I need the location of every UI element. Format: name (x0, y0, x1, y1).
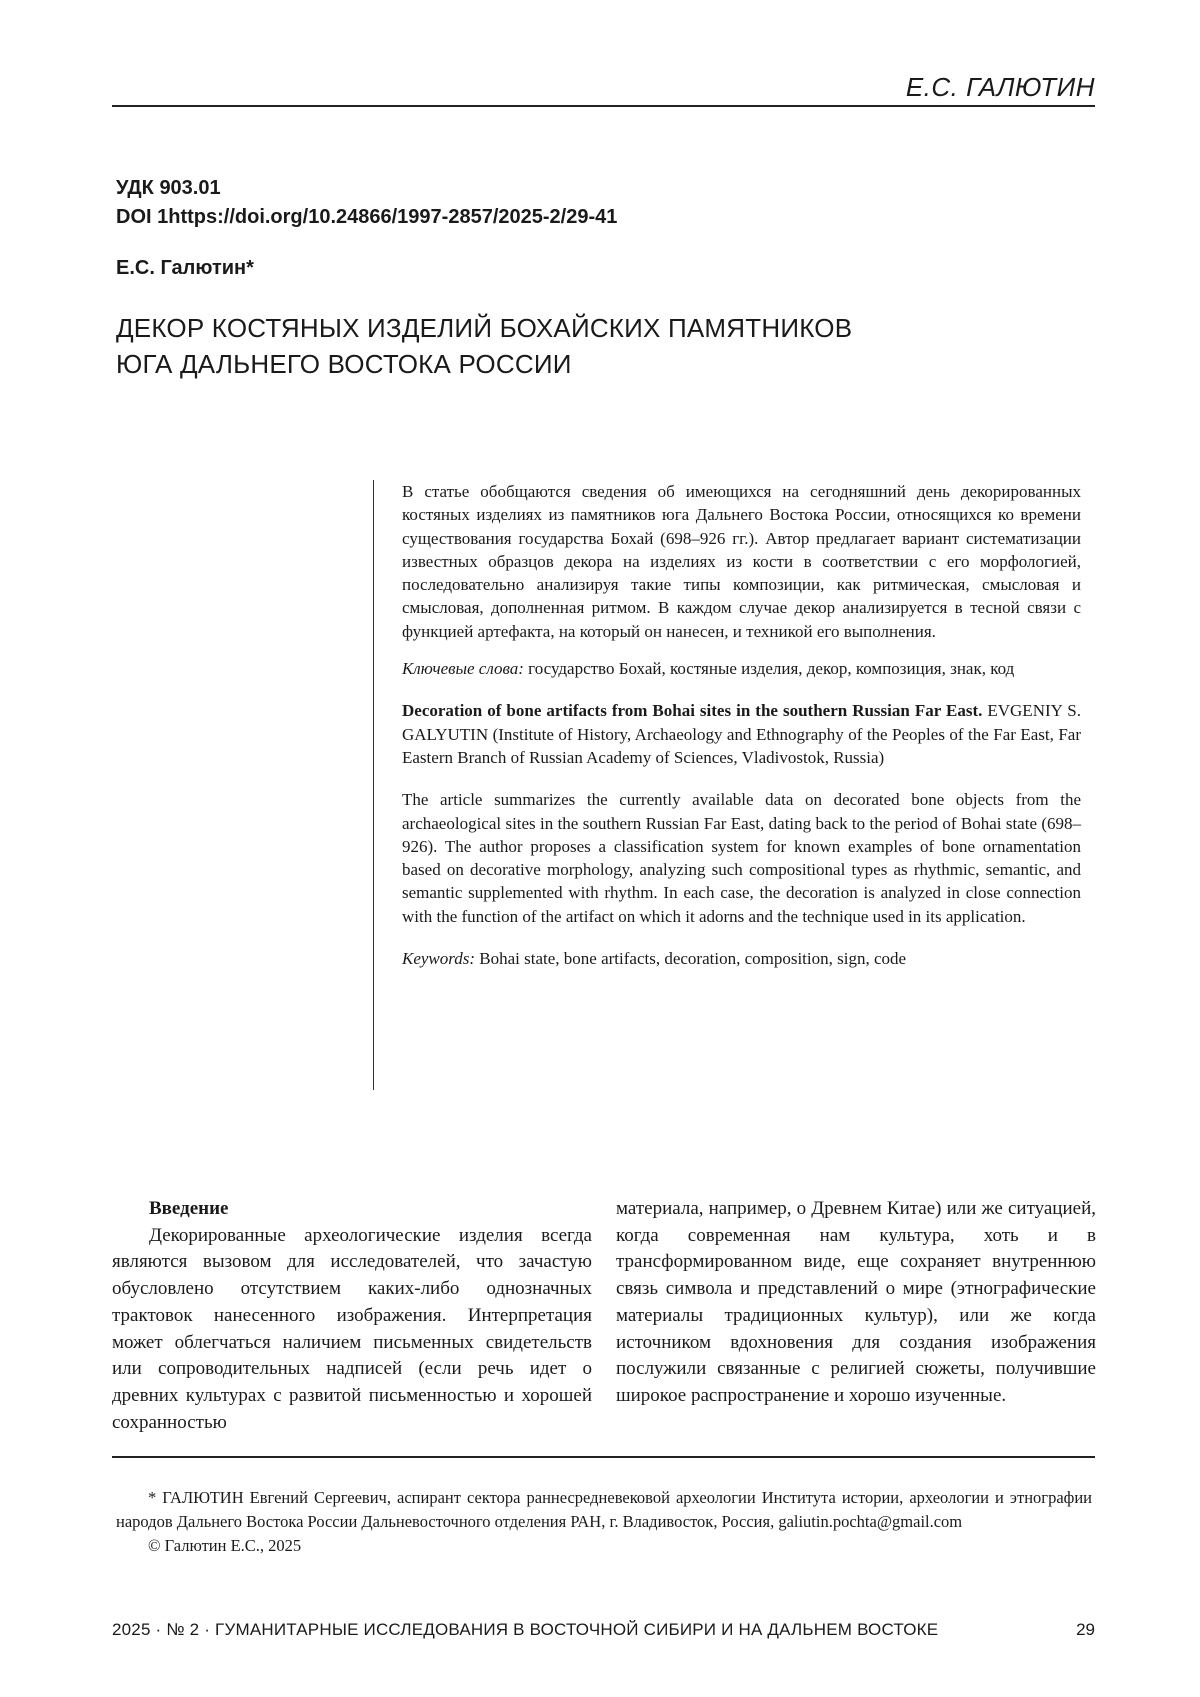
identifiers (116, 174, 617, 232)
title-line-2: ЮГА ДАЛЬНЕГО ВОСТОКА РОССИИ (116, 349, 572, 379)
keywords-en (402, 947, 1081, 970)
udk-code: УДК 903.01 (116, 177, 221, 199)
abstract-en-heading (402, 699, 1081, 769)
title-line-1: ДЕКОР КОСТЯНЫХ ИЗДЕЛИЙ БОХАЙСКИХ ПАМЯТНИКОВ (116, 313, 853, 343)
doi: DOI 1https://doi.org/10.24866/1997-2857/2025-2/29-41 (116, 206, 618, 228)
keywords-en-list: Bohai state, bone artifacts, decoration, composition, sign, code (475, 949, 907, 969)
body-paragraph-continued: материала, например, о Древнем Китае) или же ситуацией, когда современная нам культура, хоть и в трансформированном виде, еще сохраняет внутреннюю связь символа и представлений о мире (этнографические материалы традиционных культур), или же когда источником вдохновения для создания изображения послужили связанные с религией сюжеты, получившие широкое распространение и хорошо изученные. (616, 1198, 1096, 1406)
footnote-rule (112, 1456, 1095, 1458)
abstract-block (373, 480, 1081, 1090)
keywords-ru (402, 657, 1081, 680)
section-heading-introduction: Введение (149, 1198, 229, 1219)
abstract-en-title: Decoration of bone artifacts from Bohai sites in the southern Russian Far East. (402, 701, 983, 721)
footnote-copyright: © Галютин Е.С., 2025 (148, 1536, 302, 1555)
header-rule (112, 105, 1095, 107)
footnote-author-info: * ГАЛЮТИН Евгений Сергеевич, аспирант сектора раннесредневековой археологии Института истории, археологии и этнографии народов Дальнего Востока России Дальневосточного отделения РАН, г. Владивосток, Россия, galiutin.pochta@gmail.com (116, 1488, 1092, 1531)
article-title (116, 310, 852, 382)
abstract-en-author: EVGENIY S. GALYUTIN (Institute of History, Archaeology and Ethnography of the Peoples of the Far East, Far Eastern Branch of Russian Academy of Sciences, Vladivostok, Russia) (402, 701, 1081, 767)
body-paragraph: Декорированные археологические изделия всегда являются вызовом для исследователей, что зачастую обусловлено отсутствием каких-либо однозначных трактовок нанесенного изображения. Интерпретация может облегчаться наличием письменных свидетельств или сопроводительных надписей (если речь идет о древних культурах с развитой письменностью и хорошей сохранностью (112, 1224, 592, 1433)
footnote (116, 1486, 1092, 1558)
running-head: Е.С. ГАЛЮТИН (905, 72, 1095, 102)
keywords-ru-list: государство Бохай, костяные изделия, декор, композиция, знак, код (523, 659, 1015, 679)
abstract-ru: В статье обобщаются сведения об имеющихся на сегодняшний день декорированных костяных изделиях из памятников юга Дальнего Востока России, относящихся ко времени существования государства Бохай (698–926 гг.). Автор предлагает вариант систематизации известных образцов декора на изделиях из кости в соответствии с его морфологией, последовательно анализируя такие типы композиции, как ритмическая, смысловая и смысловая, дополненная ритмом. В каждом случае декор анализируется в тесной связи с функцией артефакта, на который он нанесен, и техникой его выполнения. (402, 482, 1081, 641)
body-column-right (616, 1196, 1096, 1410)
keywords-en-label: Keywords: (402, 949, 476, 969)
body-column-left (112, 1196, 592, 1436)
article-author: Е.С. Галютин* (116, 257, 254, 279)
page-number: 29 (1076, 1620, 1095, 1639)
keywords-ru-label: Ключевые слова: (402, 659, 524, 679)
abstract-en: The article summarizes the currently available data on decorated bone objects from the archaeological sites in the southern Russian Far East, dating back to the period of Bohai state (698–926). The author proposes a classification system for known examples of bone ornamentation based on decorative morphology, analyzing such compositional types as rhythmic, semantic, and semantic supplemented with rhythm. In each case, the decoration is analyzed in close connection with the function of the artifact on which it adorns and the technique used in its application. (402, 790, 1081, 926)
journal-footer: 2025 · № 2 · ГУМАНИТАРНЫЕ ИССЛЕДОВАНИЯ В ВОСТОЧНОЙ СИБИРИ И НА ДАЛЬНЕМ ВОСТОКЕ (112, 1620, 939, 1639)
